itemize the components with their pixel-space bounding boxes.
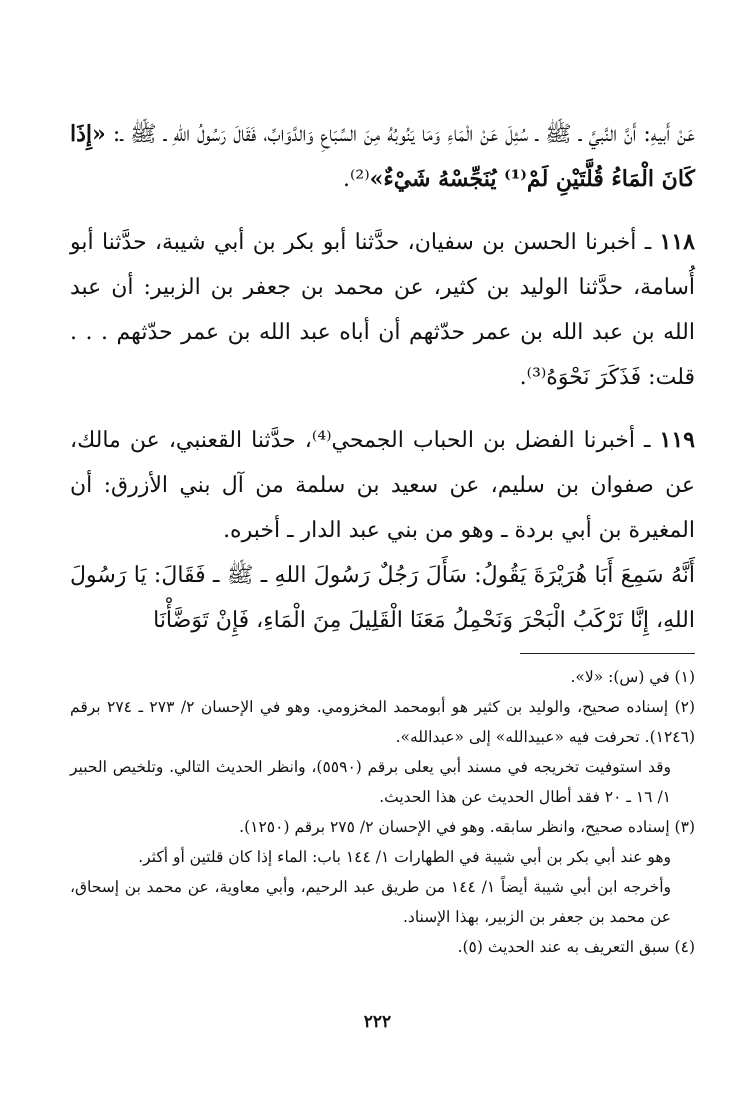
text-run: ـ أخبرنا الحسن بن سفيان، حدَّثنا أبو بكر بن أبي شيبة، حدَّثنا أبو أُسامة، حدَّثنا الوليد بن كثير، عن محمد بن جعفر بن الزبير: أن عبد الله بن عبد الله بن عمر حدّثهم أن أباه عبد الله بن عمر حدّثهم . . . قلت: فَذَكَرَ نَحْوَهُ⁽³⁾. bbox=[70, 230, 695, 390]
footnote-continuation: وأخرجه ابن أبي شيبة أيضاً ١/ ١٤٤ من طريق عبد الرحيم، وأبي معاوية، عن محمد بن إسحاق، عن محمد بن جعفر بن الزبير، بهذا الإسناد. bbox=[70, 878, 671, 926]
text-run: أَنَّهُ سَمِعَ أَبَا هُرَيْرَةَ يَقُولُ: سَأَلَ رَجُلٌ رَسُولَ اللهِ ـ ﷺ ـ فَقَالَ: يَا رَسُولَ اللهِ، إِنَّا نَرْكَبُ الْبَحْرَ وَنَحْمِلُ مَعَنَا الْقَلِيلَ مِنَ الْمَاءِ، فَإِنْ تَوَضَّأْنَا bbox=[70, 563, 695, 633]
footnote: (٢) إسناده صحيح، والوليد بن كثير هو أبومحمد المخزومي. وهو في الإحسان ٢/ ٢٧٣ ـ ٢٧٤ برقم (١٢٤٦). تحرفت فيه «عبيدالله» إلى «عبدالله». bbox=[70, 698, 696, 746]
hadith-quote: «إِذَا كَانَ الْمَاءُ قُلَّتَيْنِ لَمْ⁽¹⁾ يُنَجِّسْهُ شَيْءٌ» bbox=[70, 121, 695, 192]
paragraph-hadith-119 bbox=[70, 418, 695, 553]
footnote-continuation: وهو عند أبي بكر بن أبي شيبة في الطهارات ١/ ١٤٤ باب: الماء إذا كان قلتين أو أكثر. bbox=[138, 848, 671, 866]
text-run: عَنْ أَبيهِ: أَنَّ النَّبيَّ ـ ﷺ ـ سُئِلَ عَنْ الْمَاءِ وَمَا يَنُوبُهُ مِنَ السِّبَاعِ وَالدَّوَابِّ، فَقَالَ رَسُولُ اللهِ ـ ﷺ ـ: bbox=[105, 122, 695, 147]
footnote-separator bbox=[520, 653, 695, 654]
footnote: (٤) سبق التعريف به عند الحديث (٥). bbox=[457, 938, 695, 956]
paragraph-hadith-119-matn bbox=[70, 553, 695, 643]
paragraph-hadith-117-end bbox=[70, 112, 695, 202]
hadith-number: ١١٨ bbox=[659, 229, 695, 255]
footnote-ref: ⁽²⁾. bbox=[342, 167, 370, 192]
main-text bbox=[70, 112, 695, 643]
footnote: (٣) إسناده صحيح، وانظر سابقه. وهو في الإحسان ٢/ ٢٧٥ برقم (١٢٥٠). bbox=[239, 818, 695, 836]
footnote: (١) في (س): «لا». bbox=[570, 668, 695, 686]
page-body bbox=[70, 112, 695, 962]
footnote-continuation: وقد استوفيت تخريجه في مسند أبي يعلى برقم (٥٥٩٠)، وانظر الحديث التالي. وتلخيص الحبير ١/ ١٦ ـ ٢٠ فقد أطال الحديث عن هذا الحديث. bbox=[70, 758, 671, 806]
hadith-number: ١١٩ bbox=[659, 427, 695, 453]
text-run: ـ أخبرنا الفضل بن الحباب الجمحي⁽⁴⁾، حدَّثنا القعنبي، عن مالك، عن صفوان بن سليم، عن سعيد بن سلمة من آل بني الأزرق: أن المغيرة بن أبي بردة ـ وهو من بني عبد الدار ـ أخبره. bbox=[70, 428, 695, 543]
footnotes bbox=[70, 662, 695, 962]
page-number: ٢٢٢ bbox=[363, 1012, 392, 1032]
paragraph-hadith-118 bbox=[70, 220, 695, 400]
